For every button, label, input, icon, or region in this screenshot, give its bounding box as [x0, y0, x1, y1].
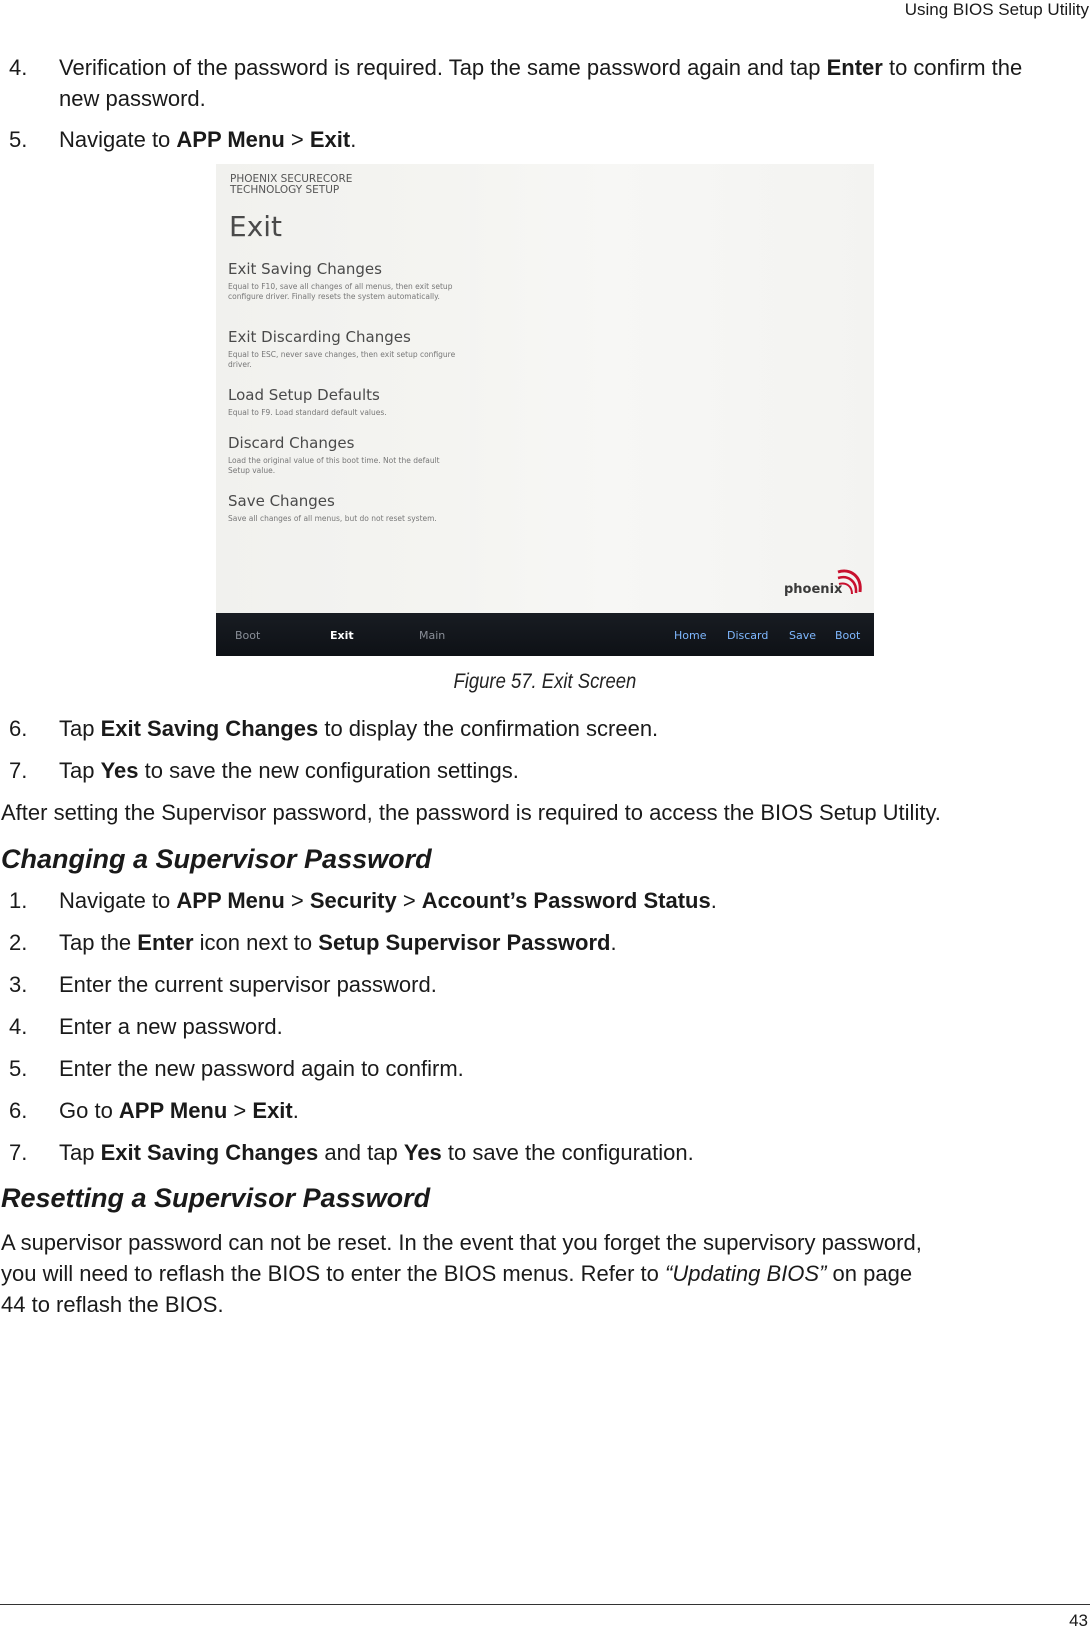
option-desc: Save all changes of all menus, but do not reset system.: [228, 514, 437, 523]
step-text: Tap: [59, 716, 101, 741]
step-number: 6.: [9, 716, 28, 741]
option-title: Discard Changes: [228, 434, 355, 452]
step-text: >: [284, 888, 310, 913]
reset-text: on page: [826, 1261, 913, 1286]
step-bold: Setup Supervisor Password: [318, 930, 611, 955]
step-number: 7.: [9, 1140, 28, 1165]
nav-boot[interactable]: Boot: [235, 629, 261, 642]
step-text: Enter the new password again to confirm.: [59, 1056, 464, 1081]
step-text: Enter a new password.: [59, 1014, 283, 1039]
figure-caption: [0, 670, 1090, 694]
list-item: [0, 755, 1060, 786]
step-bold: APP Menu: [176, 127, 285, 152]
step-text: >: [227, 1098, 253, 1123]
list-item: [0, 927, 1060, 958]
step-number: 4.: [9, 1014, 28, 1039]
phoenix-logo: [784, 566, 864, 602]
brand-line: TECHNOLOGY SETUP: [230, 184, 340, 196]
step-bold: Exit: [309, 127, 351, 152]
option-save-changes[interactable]: [228, 492, 463, 524]
list-item: [0, 1053, 1060, 1084]
step-text: to save the new configuration settings.: [138, 758, 519, 783]
nav-discard-button[interactable]: Discard: [727, 629, 769, 642]
reset-text: you will need to reflash the BIOS to enter the BIOS menus. Refer to: [1, 1261, 666, 1286]
step-text: Navigate to: [59, 127, 177, 152]
option-desc: Load the original value of this boot time. Not the default Setup value.: [228, 456, 440, 475]
option-desc: Equal to F9. Load standard default values.: [228, 408, 387, 417]
steps-list-change: [0, 885, 1060, 1168]
phoenix-brand: [230, 174, 352, 196]
step-bold: Enter: [826, 55, 883, 80]
reset-paragraph: [1, 1227, 1061, 1320]
option-exit-saving[interactable]: [228, 260, 463, 302]
step-bold: Account’s Password Status: [421, 888, 711, 913]
screen-title: Exit: [229, 210, 283, 243]
step-text: Go to: [59, 1098, 119, 1123]
option-exit-discarding[interactable]: [228, 328, 463, 370]
list-item: [0, 969, 1060, 1000]
reset-line: 44 to reflash the BIOS.: [1, 1292, 224, 1317]
logo-word: phoenix: [784, 582, 843, 597]
list-item: [0, 1011, 1060, 1042]
option-desc: Equal to ESC, never save changes, then exit setup configure driver.: [228, 350, 456, 369]
step-text: and tap: [318, 1140, 404, 1165]
section-heading-changing: Changing a Supervisor Password: [1, 844, 432, 874]
step-bold: APP Menu: [118, 1098, 228, 1123]
cross-reference-link[interactable]: “Updating BIOS”: [665, 1261, 827, 1286]
list-item: [0, 124, 1060, 155]
paragraph: After setting the Supervisor password, the password is required to access the BIOS Setup Utility.: [1, 800, 941, 825]
steps-list-a: [0, 52, 1060, 155]
reset-line: [1, 1258, 1061, 1289]
option-load-defaults[interactable]: [228, 386, 463, 418]
footer-divider: [0, 1604, 1090, 1605]
step-bold: APP Menu: [176, 888, 285, 913]
list-item: [0, 1095, 1060, 1126]
step-text: Tap: [59, 758, 101, 783]
list-item: [0, 713, 1060, 744]
step-bold: Exit: [252, 1098, 293, 1123]
bios-nav-bar: [216, 613, 874, 656]
step-bold: Exit Saving Changes: [100, 1140, 319, 1165]
step-bold: Yes: [100, 758, 139, 783]
nav-exit[interactable]: Exit: [330, 629, 354, 642]
step-text: to confirm the new password.: [59, 55, 1023, 111]
option-desc: Equal to F10, save all changes of all menus, then exit setup configure driver. Finally resets the system automatically.: [228, 282, 453, 301]
list-item: [0, 1137, 1060, 1168]
step-number: 5.: [9, 1056, 28, 1081]
step-bold: Yes: [403, 1140, 442, 1165]
running-header: Using BIOS Setup Utility: [904, 0, 1089, 19]
steps-list-b: [0, 713, 1060, 786]
step-text: .: [292, 1098, 299, 1123]
step-number: 6.: [9, 1098, 28, 1123]
step-number: 5.: [9, 127, 28, 152]
step-text: >: [284, 127, 310, 152]
step-number: 7.: [9, 758, 28, 783]
step-text: >: [396, 888, 422, 913]
brand-line: PHOENIX SECURECORE: [230, 173, 353, 185]
figure-caption-text: Figure 57. Exit Screen: [453, 670, 637, 693]
list-item: [0, 52, 1060, 114]
step-text: Verification of the password is required. Tap the same password again and tap: [59, 55, 827, 80]
step-text: Tap the: [59, 930, 138, 955]
step-text: .: [710, 888, 717, 913]
step-text: to display the confirmation screen.: [318, 716, 659, 741]
bios-exit-screenshot: [216, 164, 874, 656]
step-text: Navigate to: [59, 888, 177, 913]
list-item: [0, 885, 1060, 916]
step-number: 4.: [9, 55, 28, 80]
step-number: 3.: [9, 972, 28, 997]
phoenix-swoosh-icon: [834, 566, 864, 600]
nav-save-button[interactable]: Save: [789, 629, 817, 642]
step-text: to save the configuration.: [441, 1140, 694, 1165]
reset-line: A supervisor password can not be reset. In the event that you forget the supervisory password,: [1, 1230, 922, 1255]
option-title: Load Setup Defaults: [228, 386, 380, 404]
step-number: 2.: [9, 930, 28, 955]
step-text: Enter the current supervisor password.: [59, 972, 437, 997]
option-title: Save Changes: [228, 492, 335, 510]
option-title: Exit Discarding Changes: [228, 328, 411, 346]
nav-home-button[interactable]: Home: [674, 629, 707, 642]
step-text: icon next to: [193, 930, 319, 955]
option-title: Exit Saving Changes: [228, 260, 382, 278]
step-text: Tap: [59, 1140, 101, 1165]
page-number: 43: [1069, 1611, 1088, 1630]
option-discard-changes[interactable]: [228, 434, 463, 476]
step-bold: Exit Saving Changes: [100, 716, 319, 741]
step-number: 1.: [9, 888, 28, 913]
step-bold: Security: [309, 888, 397, 913]
step-text: .: [610, 930, 617, 955]
step-text: .: [350, 127, 357, 152]
section-heading-resetting: Resetting a Supervisor Password: [1, 1183, 431, 1213]
nav-main[interactable]: Main: [419, 629, 446, 642]
step-bold: Enter: [137, 930, 194, 955]
nav-boot-button[interactable]: Boot: [835, 629, 861, 642]
